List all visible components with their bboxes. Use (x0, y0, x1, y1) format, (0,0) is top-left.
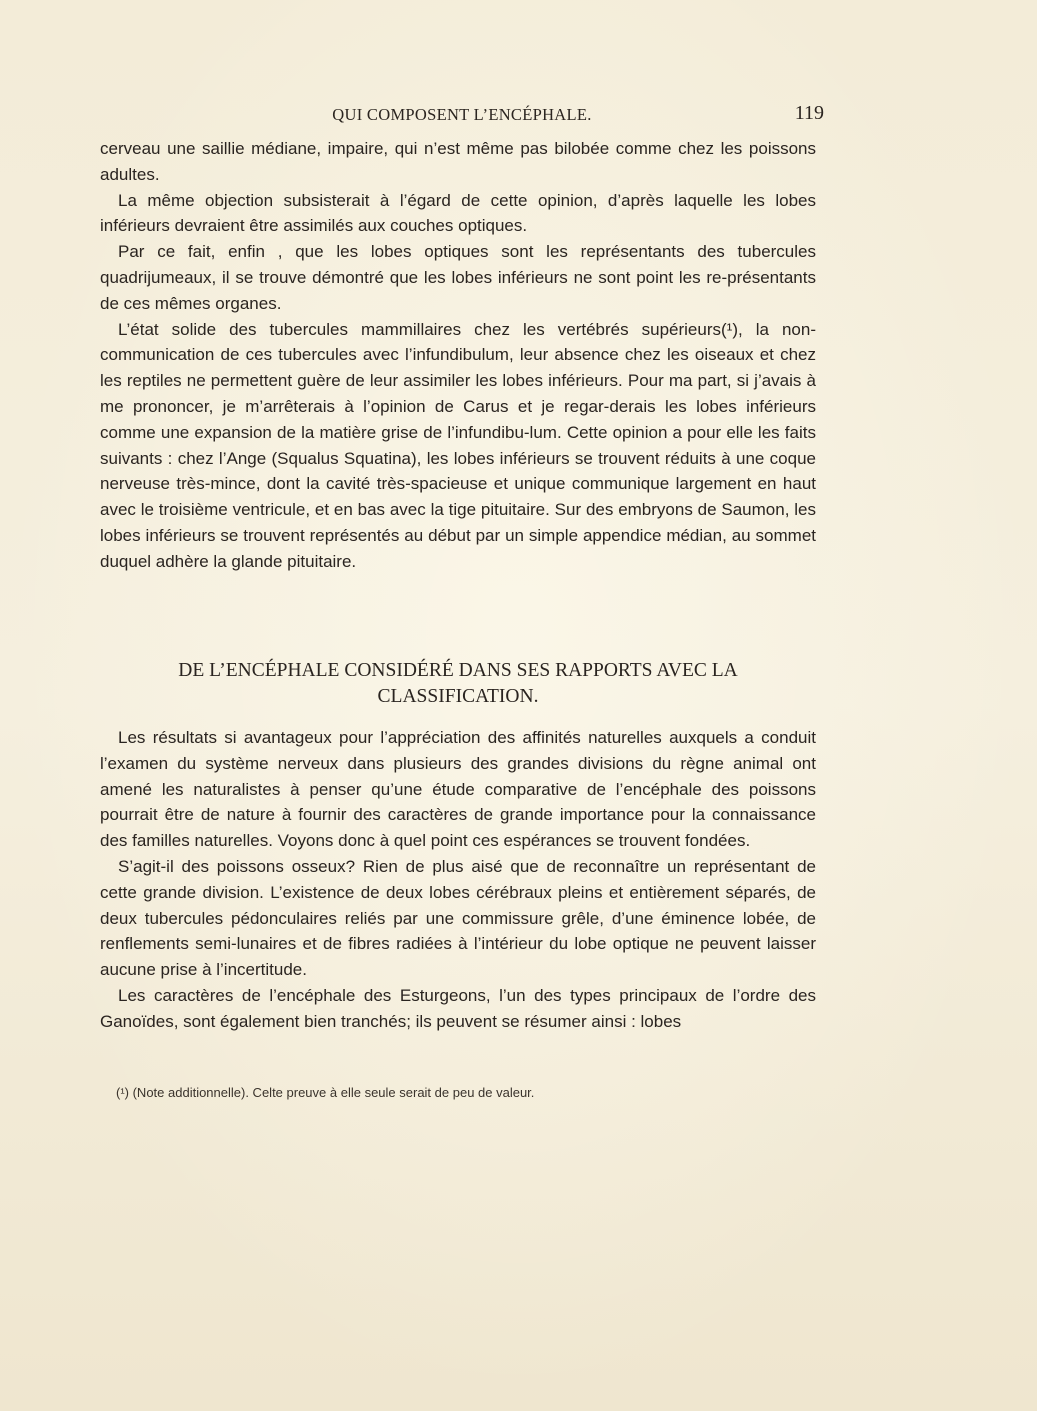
paragraph (100, 317, 816, 575)
paragraph: La même objection subsisterait à l’égard de cette opinion, d’après laquelle les lobes inférieurs devraient être assimilés aux couches optiques. (100, 190, 816, 236)
paragraph-text: Pour ma part, si j’avais à me prononcer, je m’arrêterais à l’opinion de Carus et je regar-derais les lobes inférieurs comme une expansion de la matière grise de l’infundibu-lum. Cette opinion a pour elle les faits suivants : chez l’Ange (Squalus Squatina), les lobes inférieurs se trouvent réduits à une coque nerveuse très-mince, dont la cavité très-spacieuse et unique communique largement en haut avec le troisième ventricule, et en bas avec la tige pituitaire. Sur des embryons de Saumon, les lobes inférieurs se trouvent représentés au début par un simple appendice médian, au sommet duquel adhère la glande pituitaire. (100, 371, 816, 571)
paragraph: Par ce fait, enfin , que les lobes optiques sont les représentants des tubercules quadrijumeaux, il se trouve démontré que les lobes inférieurs ne sont point les re-présentants de ces mêmes organes. (100, 242, 816, 313)
footnote: (¹) (Note additionnelle). Celte preuve à elle seule serait de peu de valeur. (116, 1085, 535, 1100)
page-number: 119 (794, 102, 824, 124)
paragraph-text: L’état solide des tubercules mammillaires chez les vertébrés supérieurs (118, 319, 721, 339)
running-head (100, 102, 824, 128)
footnote-reference: (¹) (721, 319, 738, 339)
text-section-2 (100, 725, 816, 1035)
paragraph: Les caractères de l’encéphale des Esturgeons, l’un des types principaux de l’ordre des Ganoïdes, sont également bien tranchés; ils peuvent se résumer ainsi : lobes (100, 985, 816, 1031)
text-section-1 (100, 136, 816, 575)
paragraph: Les résultats si avantageux pour l’appréciation des affinités naturelles auxquels a conduit l’examen du système nerveux dans plusieurs des grandes divisions du règne animal ont amené les naturalistes à penser qu’une étude comparative de l’encéphale des poissons pourrait être de nature à fournir des caractères de grande importance pour la connaissance des familles naturelles. Voyons donc à quel point ces espérances se trouvent fondées. (100, 728, 816, 851)
running-title: QUI COMPOSENT L’ENCÉPHALE. (332, 105, 592, 124)
paragraph: cerveau une saillie médiane, impaire, qui n’est même pas bilobée comme chez les poissons adultes. (100, 139, 816, 184)
section-heading: DE L’ENCÉPHALE CONSIDÉRÉ DANS SES RAPPORTS AVEC LA CLASSIFICATION. (178, 660, 738, 707)
paragraph: S’agit-il des poissons osseux? Rien de plus aisé que de reconnaître un représentant de cette grande division. L’existence de deux lobes cérébraux pleins et entièrement séparés, de deux tubercules pédonculaires reliés par une commissure grêle, d’une éminence lobée, de renflements semi-lunaires et de fibres radiées à l’intérieur du lobe optique ne peuvent laisser aucune prise à l’incertitude. (100, 856, 816, 980)
paragraph-text: , la non-communication de ces tubercules avec l’infundibulum, leur absence chez les oiseaux et chez les reptiles ne permettent guère de leur assimiler les lobes inférieurs. (100, 319, 816, 391)
